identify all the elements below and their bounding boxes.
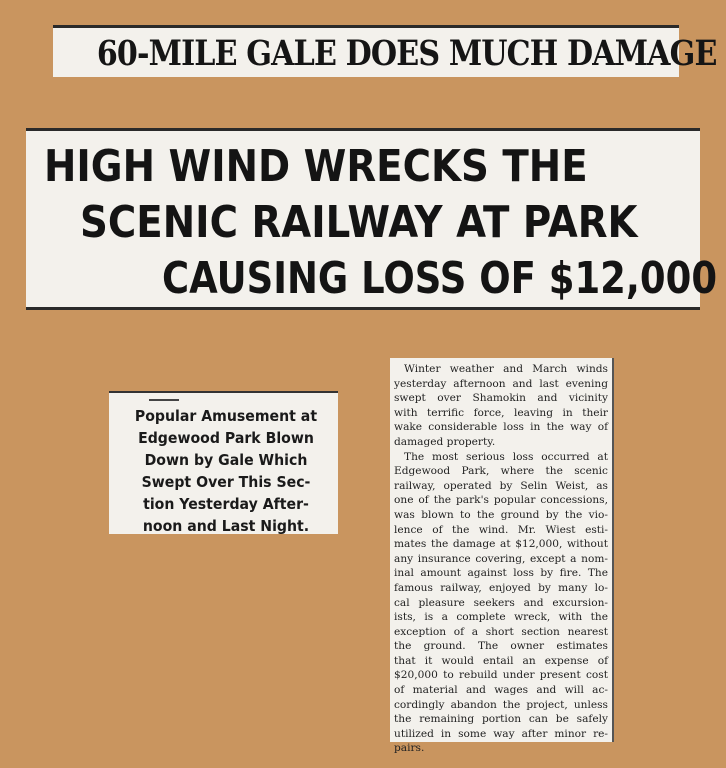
article-line: damaged property. <box>394 435 496 448</box>
headline-clipping-wind <box>26 128 718 310</box>
headline-wind-line-3: CAUSING LOSS OF $12,000 <box>162 253 718 304</box>
deck-clipping <box>109 391 338 534</box>
article-line: the ground. The owner estimates <box>394 640 608 653</box>
headline-gale: 60-MILE GALE DOES MUCH DAMAGE <box>96 33 717 74</box>
article-line: that it would entail an expense of <box>394 654 608 667</box>
deck-rule <box>149 399 179 401</box>
article-line: railway, operated by Selin Weist, as <box>394 479 608 492</box>
headline-wind-line-1: HIGH WIND WRECKS THE <box>44 141 588 192</box>
article-line: with terrific force, leaving in their <box>394 406 608 419</box>
article-body <box>390 362 612 756</box>
article-line: The most serious loss occurred at <box>404 450 608 463</box>
article-line: ists, is a complete wreck, with the <box>394 611 608 624</box>
article-line: famous railway, enjoyed by many lo- <box>394 581 608 594</box>
headline-wind-line-2: SCENIC RAILWAY AT PARK <box>80 197 638 248</box>
article-line: any insurance covering, except a nom- <box>394 552 608 565</box>
article-line: $20,000 to rebuild under present cost <box>394 669 608 682</box>
article-line: swept over Shamokin and vicinity <box>394 392 608 405</box>
article-line: was blown to the ground by the vio- <box>394 508 608 521</box>
article-line: lence of the wind. Mr. Wiest esti- <box>394 523 608 536</box>
article-line: utilized in some way after minor re- <box>394 727 608 740</box>
article-line: the remaining portion can be safely <box>394 713 608 726</box>
article-line: one of the park's popular concessions, <box>394 494 608 507</box>
article-line: wake considerable loss in the way of <box>394 421 608 434</box>
article-paragraph-2 <box>390 450 612 756</box>
article-line: Edgewood Park, where the scenic <box>394 465 608 478</box>
article-line: of material and wages and will ac- <box>394 684 608 697</box>
article-line: cal pleasure seekers and excursion- <box>394 596 608 609</box>
article-line: exception of a short section nearest <box>394 625 608 638</box>
article-line: inal amount against loss by fire. The <box>394 567 608 580</box>
article-clipping <box>390 358 614 755</box>
article-line: cordingly abandon the project, unless <box>394 698 608 711</box>
article-line: Winter weather and March winds <box>404 363 608 375</box>
article-line: yesterday afternoon and last evening <box>394 377 608 390</box>
article-line: mates the damage at $12,000, without <box>394 538 608 551</box>
article-line: pairs. <box>394 742 425 755</box>
deck-text: Popular Amusement at Edgewood Park Blown Down by Gale Which Swept Over This Sec- tion Yesterday After- noon and Last Night. <box>134 407 318 535</box>
headline-clipping-gale <box>53 25 717 77</box>
article-paragraph-1 <box>390 362 612 450</box>
